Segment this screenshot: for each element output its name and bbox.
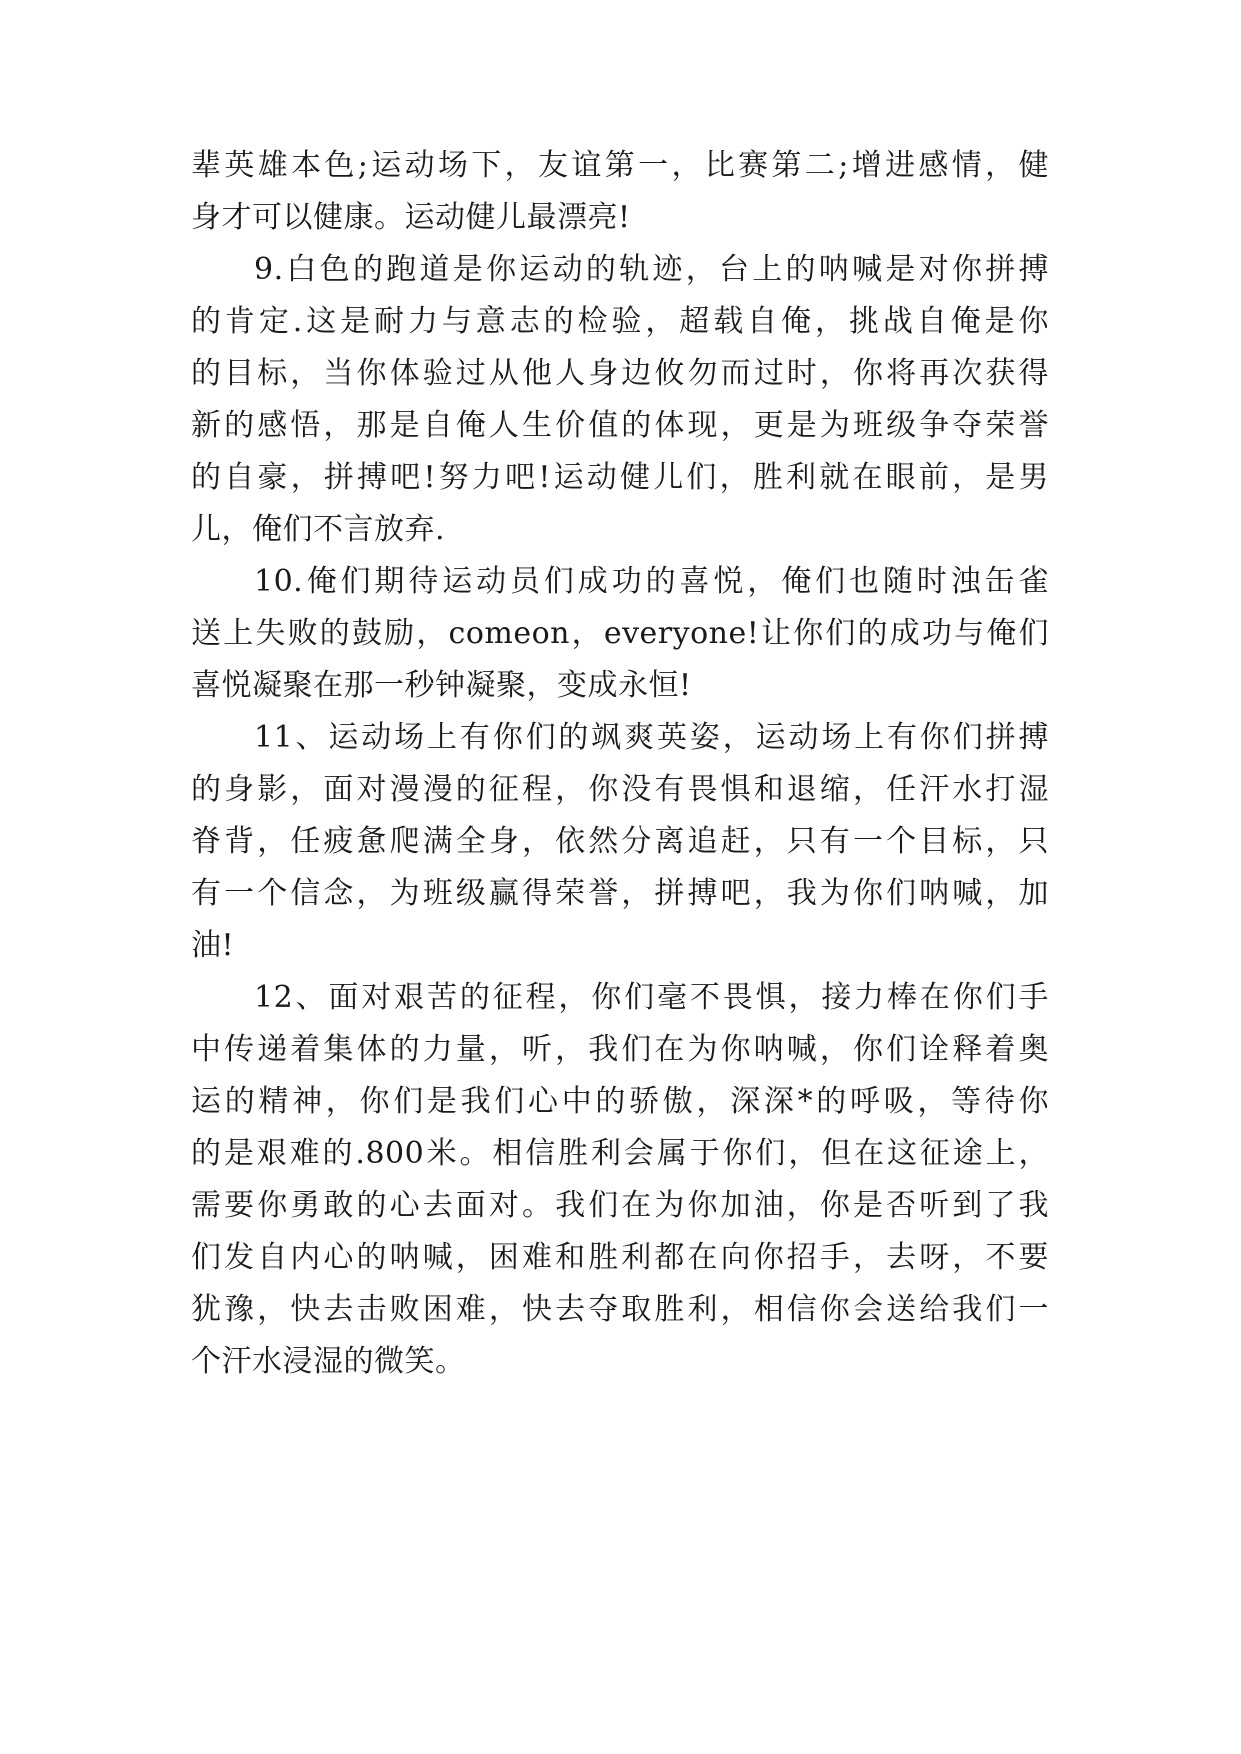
text-line: 送上失败的鼓励，comeon，everyone!让你们的成功与俺们 xyxy=(191,616,1049,651)
text-line: 喜悦凝聚在那一秒钟凝聚，变成永恒! xyxy=(191,668,692,703)
text-line: 新的感悟，那是自俺人生价值的体现，更是为班级争夺荣誉 xyxy=(191,408,1049,443)
text-line: 的肯定.这是耐力与意志的检验，超载自俺，挑战自俺是你 xyxy=(191,304,1049,339)
text-line: 的目标，当你体验过从他人身边攸勿而过时，你将再次获得 xyxy=(191,356,1049,391)
text-line: 身才可以健康。运动健儿最漂亮! xyxy=(191,200,631,235)
text-line: 的身影，面对漫漫的征程，你没有畏惧和退缩，任汗水打湿 xyxy=(191,772,1049,807)
text-line: 脊背，任疲惫爬满全身，依然分离追赶，只有一个目标，只 xyxy=(191,824,1049,859)
text-line: 运的精神，你们是我们心中的骄傲，深深*的呼吸，等待你 xyxy=(191,1084,1049,1119)
text-line: 需要你勇敢的心去面对。我们在为你加油，你是否听到了我 xyxy=(191,1188,1049,1223)
text-line: 犹豫，快去击败困难，快去夺取胜利，相信你会送给我们一 xyxy=(191,1292,1049,1327)
text-line: 的是艰难的.800米。相信胜利会属于你们，但在这征途上， xyxy=(191,1136,1049,1171)
paragraph-9-start: 9.白色的跑道是你运动的轨迹，台上的呐喊是对你拼搏 xyxy=(254,252,1049,287)
text-line: 个汗水浸湿的微笑。 xyxy=(191,1344,466,1379)
text-line: 的自豪，拼搏吧!努力吧!运动健儿们，胜利就在眼前，是男 xyxy=(191,460,1049,495)
text-line: 儿，俺们不言放弃. xyxy=(191,512,446,547)
text-line: 辈英雄本色;运动场下，友谊第一，比赛第二;增进感情，健 xyxy=(191,148,1049,183)
paragraph-12-start: 12、面对艰苦的征程，你们毫不畏惧，接力棒在你们手 xyxy=(254,980,1049,1015)
text-line: 们发自内心的呐喊，困难和胜利都在向你招手，去呀，不要 xyxy=(191,1240,1049,1275)
text-line: 油! xyxy=(191,928,235,963)
text-line: 中传递着集体的力量，听，我们在为你呐喊，你们诠释着奥 xyxy=(191,1032,1049,1067)
text-line: 有一个信念，为班级赢得荣誉，拼搏吧，我为你们呐喊，加 xyxy=(191,876,1049,911)
paragraph-10-start: 10.俺们期待运动员们成功的喜悦，俺们也随时浊缶雀 xyxy=(254,564,1049,599)
paragraph-11-start: 11、运动场上有你们的飒爽英姿，运动场上有你们拼搏 xyxy=(254,720,1049,755)
